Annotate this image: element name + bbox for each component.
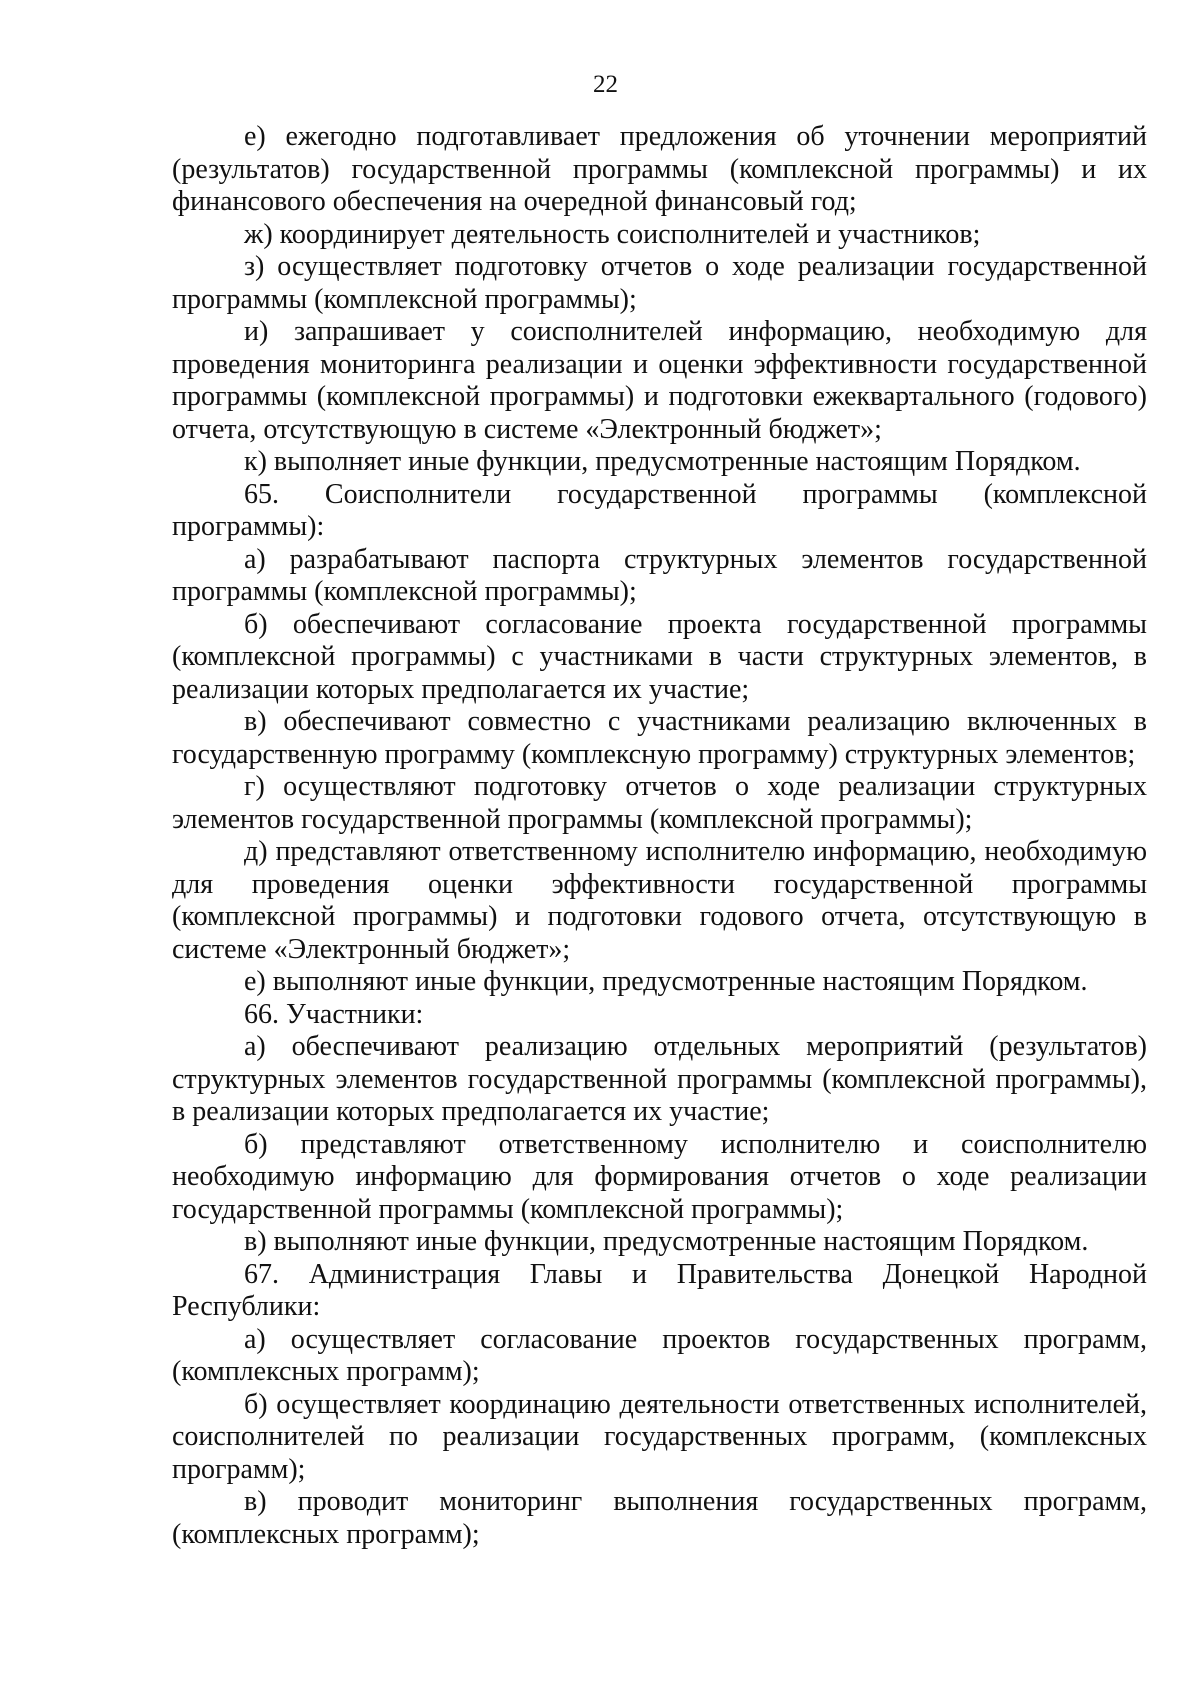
paragraph-item-v-other-functions: в) выполняют иные функции, предусмотренные настоящим Порядком. (244, 1226, 1089, 1257)
paragraph-item-b-coordination: б) осуществляет координацию деятельности ответственных исполнителей, соисполнителей по реализации государственных программ, (комплексных программ); (172, 1388, 1147, 1485)
page-number: 22 (593, 71, 618, 98)
paragraph-item-b-information: б) представляют ответственному исполнителю и соисполнителю необходимую информацию для формирования отчетов о ходе реализации государственной программы (комплексной программы); (172, 1128, 1147, 1225)
paragraph-item-e-other-functions: е) выполняют иные функции, предусмотренные настоящим Порядком. (244, 966, 1088, 997)
paragraph-item-a-approval: а) осуществляет согласование проектов государственных программ, (комплексных программ); (172, 1323, 1147, 1387)
paragraph-item-e-annual-proposals: е) ежегодно подготавливает предложения об уточнении мероприятий (результатов) государственной программы (комплексной программы) и их финансового обеспечения на очередной финансовый год; (172, 121, 1147, 217)
paragraph-item-z-reports: з) осуществляет подготовку отчетов о ходе реализации государственной программы (комплексной программы); (172, 251, 1147, 315)
paragraph-item-zh-coordination: ж) координирует деятельность соисполнителей и участников; (244, 218, 981, 250)
paragraph-66-participants: 66. Участники: (244, 998, 424, 1030)
paragraph-item-a-passports: а) разрабатывают паспорта структурных элементов государственной программы (комплексной программы); (172, 543, 1147, 607)
paragraph-item-k-other-functions: к) выполняет иные функции, предусмотренные настоящим Порядком. (244, 446, 1081, 477)
paragraph-item-i-information-request: и) запрашивает у соисполнителей информацию, необходимую для проведения мониторинга реализации и оценки эффективности государственной программы (комплексной программы) и подготовки ежеквартального (годового) отчета, отсутствующую в системе «Электронный бюджет»; (172, 316, 1147, 445)
paragraph-item-b-approval: б) обеспечивают согласование проекта государственной программы (комплексной программы) с участниками в части структурных элементов, в реализации которых предполагается их участие; (172, 608, 1147, 705)
paragraph-item-v-monitoring: в) проводит мониторинг выполнения государственных программ, (комплексных программ); (172, 1486, 1147, 1550)
paragraph-65-co-executors: 65. Соисполнители государственной программы (комплексной программы): (172, 478, 1147, 542)
paragraph-67-administration: 67. Администрация Главы и Правительства Донецкой Народной Республики: (172, 1258, 1147, 1322)
paragraph-item-d-information: д) представляют ответственному исполнителю информацию, необходимую для проведения оценки эффективности государственной программы (комплексной программы) и подготовки годового отчета, отсутствующую в системе «Электронный бюджет»; (172, 836, 1147, 965)
paragraph-item-a-activities: а) обеспечивают реализацию отдельных мероприятий (результатов) структурных элементов государственной программы (комплексной программы), в реализации которых предполагается их участие; (172, 1031, 1147, 1127)
paragraph-item-v-implementation: в) обеспечивают совместно с участниками реализацию включенных в государственную программу (комплексную программу) структурных элементов; (172, 706, 1147, 770)
paragraph-item-g-reports: г) осуществляют подготовку отчетов о ходе реализации структурных элементов государственной программы (комплексной программы); (172, 771, 1147, 835)
document-body (172, 121, 1147, 1551)
